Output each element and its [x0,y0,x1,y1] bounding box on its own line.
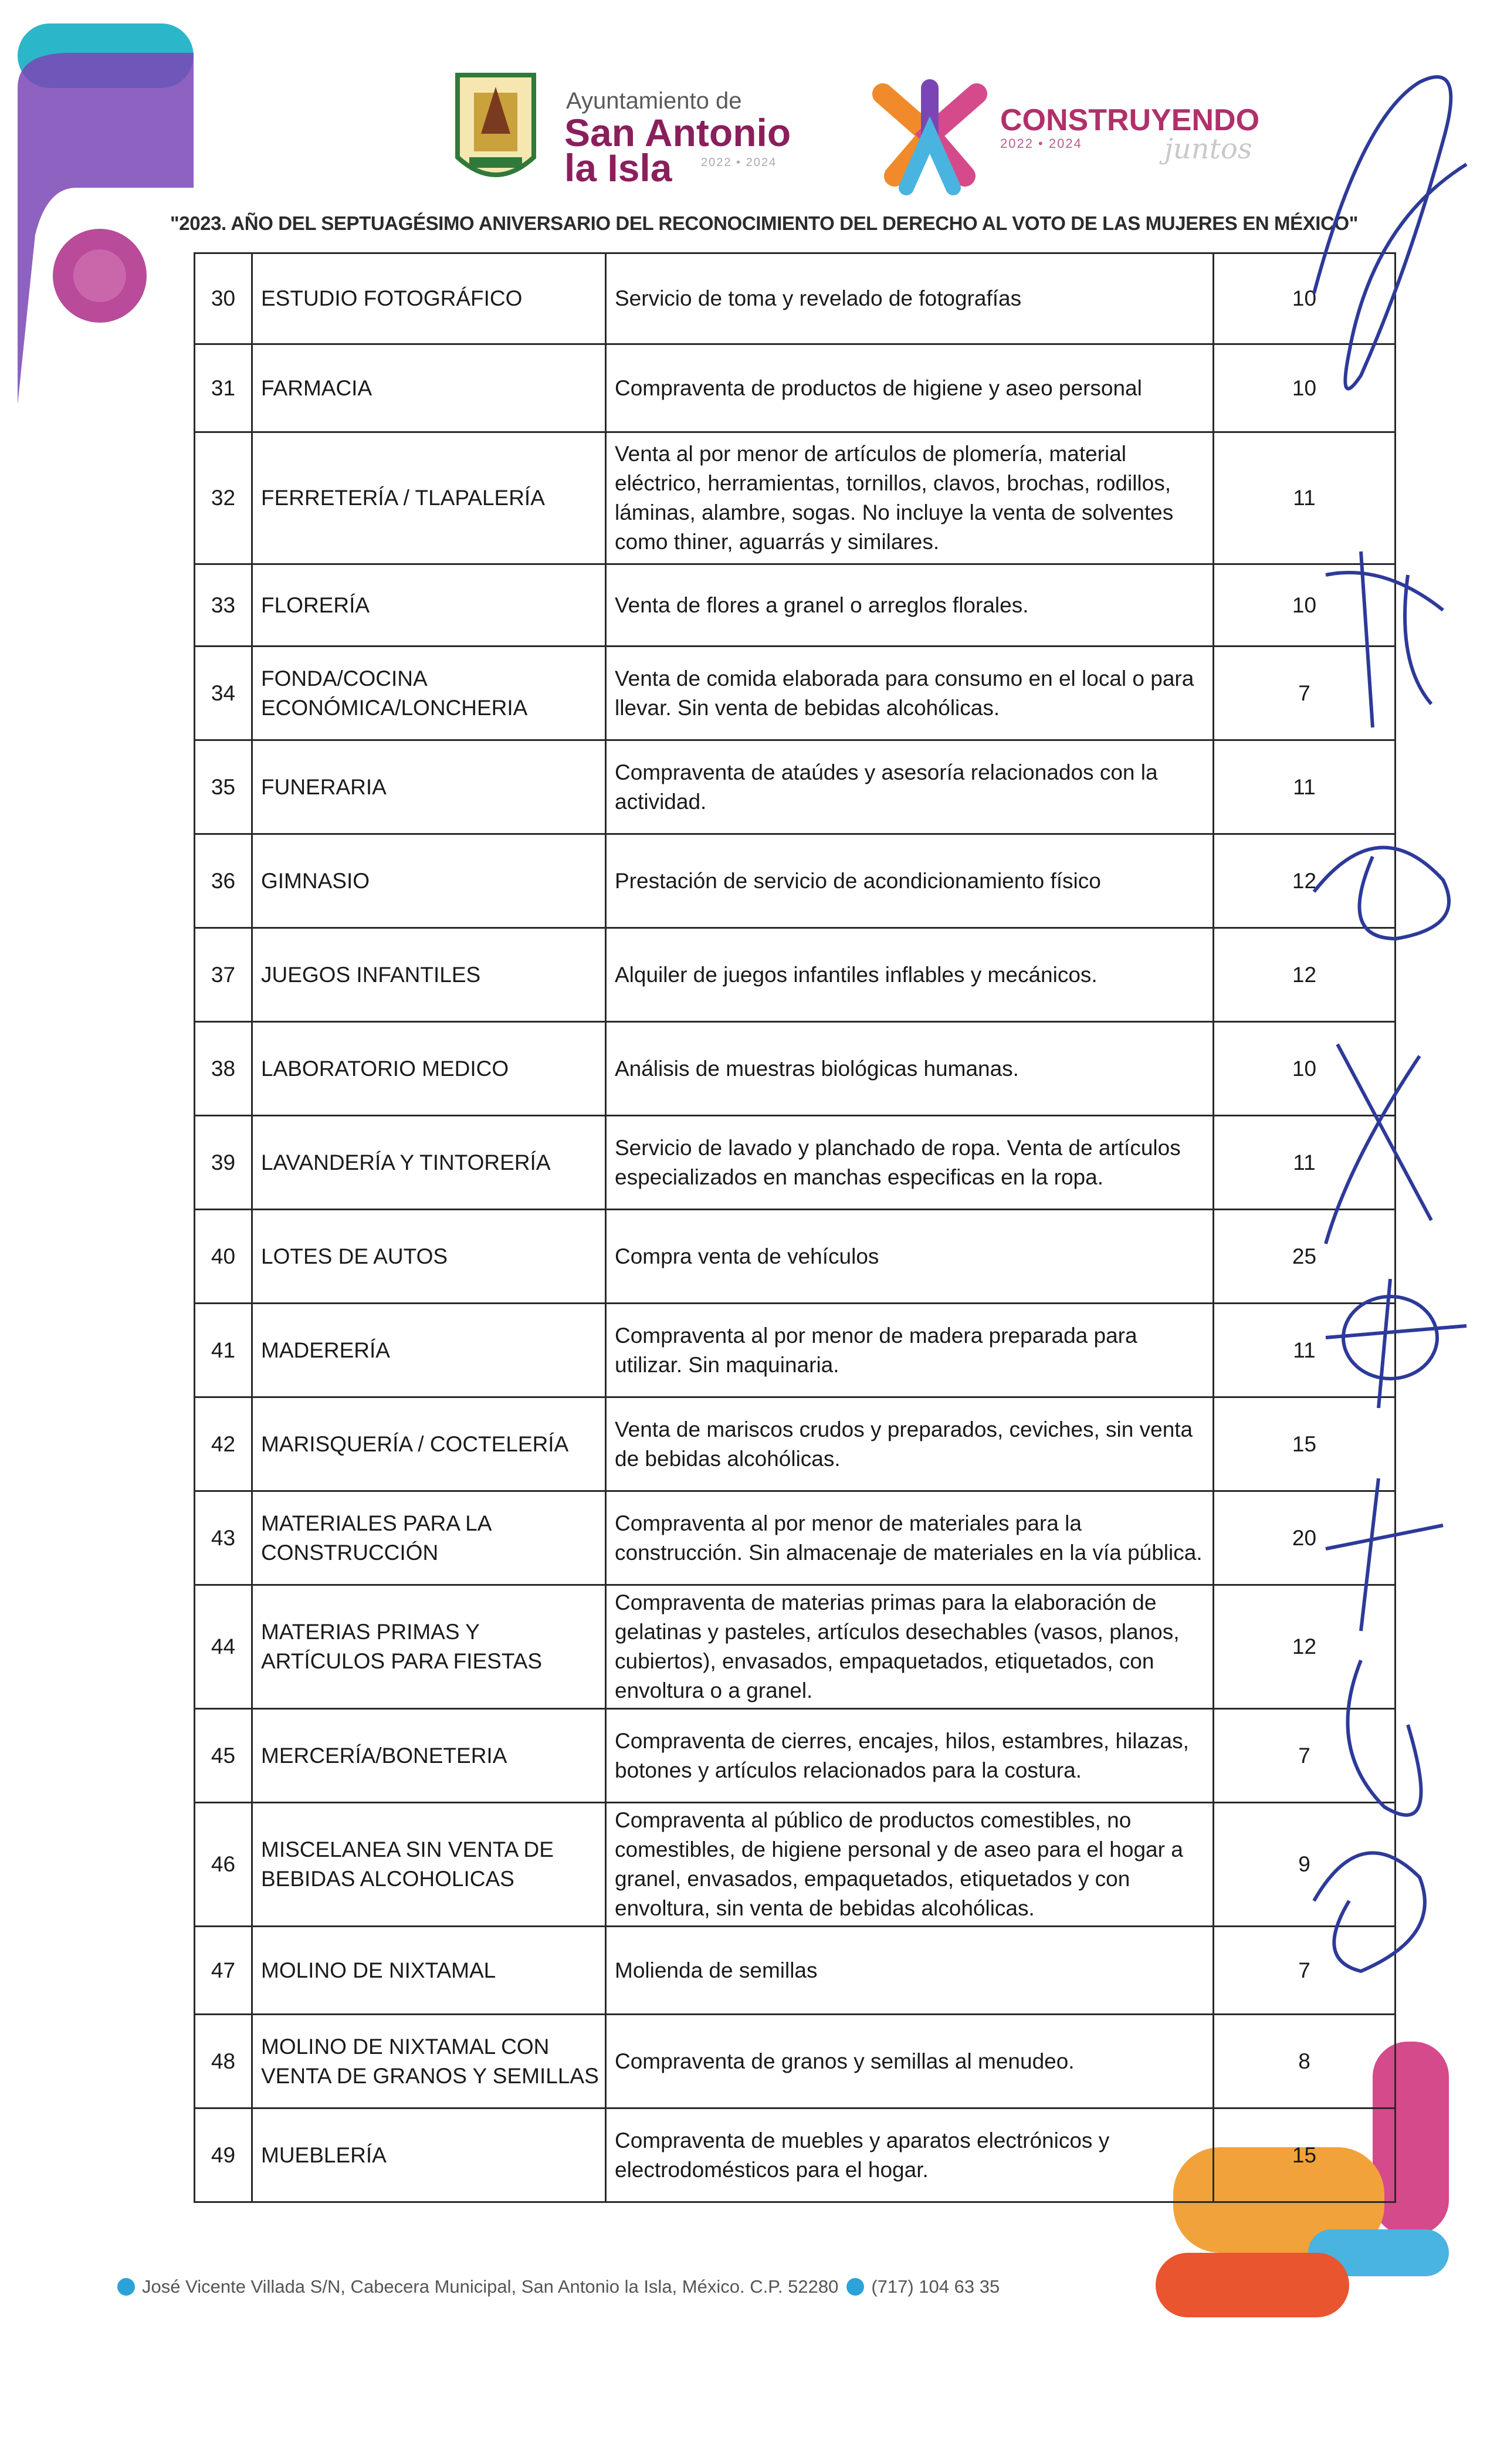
table-row [195,928,1396,1022]
row-number: 38 [195,1022,252,1116]
fee-value: 10 [1214,253,1396,344]
business-name: MADERERÍA [252,1304,606,1397]
table-row [195,564,1396,647]
business-description: Compraventa de granos y semillas al menudeo. [606,2015,1214,2108]
business-name: MATERIALES PARA LA CONSTRUCCIÓN [252,1491,606,1585]
row-number: 30 [195,253,252,344]
table-row [195,1116,1396,1210]
business-name: MOLINO DE NIXTAMAL [252,1927,606,2015]
row-number: 39 [195,1116,252,1210]
table-row [195,740,1396,834]
fee-value: 11 [1214,740,1396,834]
table-row [195,1304,1396,1397]
footer-address: José Vicente Villada S/N, Cabecera Municipal, San Antonio la Isla, México. C.P. 52280 [142,2276,839,2297]
fee-value: 11 [1214,1304,1396,1397]
business-name: FLORERÍA [252,564,606,647]
row-number: 43 [195,1491,252,1585]
business-description: Análisis de muestras biológicas humanas. [606,1022,1214,1116]
municipal-seal-logo [452,69,540,192]
brand-script: juntos [1164,133,1252,165]
business-description: Servicio de toma y revelado de fotografías [606,253,1214,344]
business-name: MERCERÍA/BONETERIA [252,1709,606,1803]
business-description: Compra venta de vehículos [606,1210,1214,1304]
fee-value: 12 [1214,928,1396,1022]
table-row [195,2015,1396,2108]
business-name: ESTUDIO FOTOGRÁFICO [252,253,606,344]
table-row [195,344,1396,432]
table-row [195,1709,1396,1803]
business-name: FARMACIA [252,344,606,432]
table-row [195,2108,1396,2202]
fee-value: 11 [1214,432,1396,564]
business-description: Prestación de servicio de acondicionamiento físico [606,834,1214,928]
fee-value: 25 [1214,1210,1396,1304]
org-years: 2022 • 2024 [701,156,777,169]
business-name: LABORATORIO MEDICO [252,1022,606,1116]
business-name: MISCELANEA SIN VENTA DE BEBIDAS ALCOHOLICAS [252,1803,606,1927]
row-number: 32 [195,432,252,564]
row-number: 45 [195,1709,252,1803]
brand-years: 2022 • 2024 [1000,136,1082,151]
business-description: Compraventa de productos de higiene y aseo personal [606,344,1214,432]
row-number: 33 [195,564,252,647]
org-name-line2: la Isla [564,146,672,189]
fee-value: 12 [1214,1585,1396,1709]
business-description: Alquiler de juegos infantiles inflables y mecánicos. [606,928,1214,1022]
business-activity-table [194,252,1396,2203]
handwritten-signatures [1291,47,1490,2218]
table-row [195,253,1396,344]
document-motto: "2023. AÑO DEL SEPTUAGÉSIMO ANIVERSARIO DEL RECONOCIMIENTO DEL DERECHO AL VOTO DE LAS MUJERES EN MÉXICO" [170,212,1359,234]
decorative-shapes-left [0,0,199,411]
row-number: 40 [195,1210,252,1304]
fee-value: 12 [1214,834,1396,928]
row-number: 35 [195,740,252,834]
table-row [195,1803,1396,1927]
table-row [195,1210,1396,1304]
business-description: Compraventa al por menor de madera preparada para utilizar. Sin maquinaria. [606,1304,1214,1397]
fee-value: 9 [1214,1803,1396,1927]
row-number: 41 [195,1304,252,1397]
org-label-small: Ayuntamiento de [566,88,742,114]
business-name: FERRETERÍA / TLAPALERÍA [252,432,606,564]
row-number: 37 [195,928,252,1022]
table-row [195,1397,1396,1491]
table-row [195,432,1396,564]
business-name: MATERIAS PRIMAS Y ARTÍCULOS PARA FIESTAS [252,1585,606,1709]
row-number: 48 [195,2015,252,2108]
row-number: 49 [195,2108,252,2202]
brand-title: CONSTRUYENDO [1000,103,1260,137]
table-row [195,1927,1396,2015]
row-number: 31 [195,344,252,432]
fee-value: 15 [1214,2108,1396,2202]
location-icon [117,2278,135,2296]
fee-value: 20 [1214,1491,1396,1585]
business-description: Compraventa al por menor de materiales para la construcción. Sin almacenaje de materiales en la vía pública. [606,1491,1214,1585]
fee-value: 10 [1214,344,1396,432]
business-description: Venta de comida elaborada para consumo en el local o para llevar. Sin venta de bebidas alcohólicas. [606,647,1214,740]
table-row [195,1491,1396,1585]
business-description: Compraventa de ataúdes y asesoría relacionados con la actividad. [606,740,1214,834]
business-description: Venta al por menor de artículos de plomería, material eléctrico, herramientas, tornillos, clavos, brochas, rodillos, láminas, alambre, sogas. No incluye la venta de solventes como thiner, aguarrás y similares. [606,432,1214,564]
business-description: Venta de mariscos crudos y preparados, ceviches, sin venta de bebidas alcohólicas. [606,1397,1214,1491]
row-number: 46 [195,1803,252,1927]
fee-value: 7 [1214,1709,1396,1803]
business-description: Compraventa de cierres, encajes, hilos, estambres, hilazas, botones y artículos relacionados para la costura. [606,1709,1214,1803]
business-name: FUNERARIA [252,740,606,834]
phone-icon [846,2278,864,2296]
business-description: Compraventa de muebles y aparatos electrónicos y electrodomésticos para el hogar. [606,2108,1214,2202]
footer-phone: (717) 104 63 35 [871,2276,1000,2297]
fee-value: 7 [1214,1927,1396,2015]
row-number: 36 [195,834,252,928]
business-name: LOTES DE AUTOS [252,1210,606,1304]
business-description: Venta de flores a granel o arreglos florales. [606,564,1214,647]
fee-value: 8 [1214,2015,1396,2108]
row-number: 42 [195,1397,252,1491]
fee-value: 10 [1214,1022,1396,1116]
footer-contact [117,2276,1000,2297]
row-number: 47 [195,1927,252,2015]
business-description: Compraventa de materias primas para la elaboración de gelatinas y pasteles, artículos desechables (vasos, planos, cubiertos), envasados, empaquetados, etiquetados, con envoltura o a granel. [606,1585,1214,1709]
business-name: LAVANDERÍA Y TINTORERÍA [252,1116,606,1210]
business-name: FONDA/COCINA ECONÓMICA/LONCHERIA [252,647,606,740]
business-name: GIMNASIO [252,834,606,928]
row-number: 44 [195,1585,252,1709]
row-number: 34 [195,647,252,740]
business-name: MARISQUERÍA / COCTELERÍA [252,1397,606,1491]
business-name: MOLINO DE NIXTAMAL CON VENTA DE GRANOS Y SEMILLAS [252,2015,606,2108]
table-row [195,647,1396,740]
business-name: MUEBLERÍA [252,2108,606,2202]
table-row [195,1585,1396,1709]
brand-logo-icon [871,76,988,199]
business-name: JUEGOS INFANTILES [252,928,606,1022]
business-description: Compraventa al público de productos comestibles, no comestibles, de higiene personal y de aseo para el hogar a granel, envasados, empaquetados, etiquetados y con envoltura, sin venta de bebidas alcohólicas. [606,1803,1214,1927]
fee-value: 7 [1214,647,1396,740]
org-name-line1: San Antonio [564,111,791,154]
table-row [195,1022,1396,1116]
fee-value: 10 [1214,564,1396,647]
business-description: Servicio de lavado y planchado de ropa. Venta de artículos especializados en manchas especificas en la ropa. [606,1116,1214,1210]
table-row [195,834,1396,928]
fee-value: 11 [1214,1116,1396,1210]
fee-value: 15 [1214,1397,1396,1491]
business-description: Molienda de semillas [606,1927,1214,2015]
